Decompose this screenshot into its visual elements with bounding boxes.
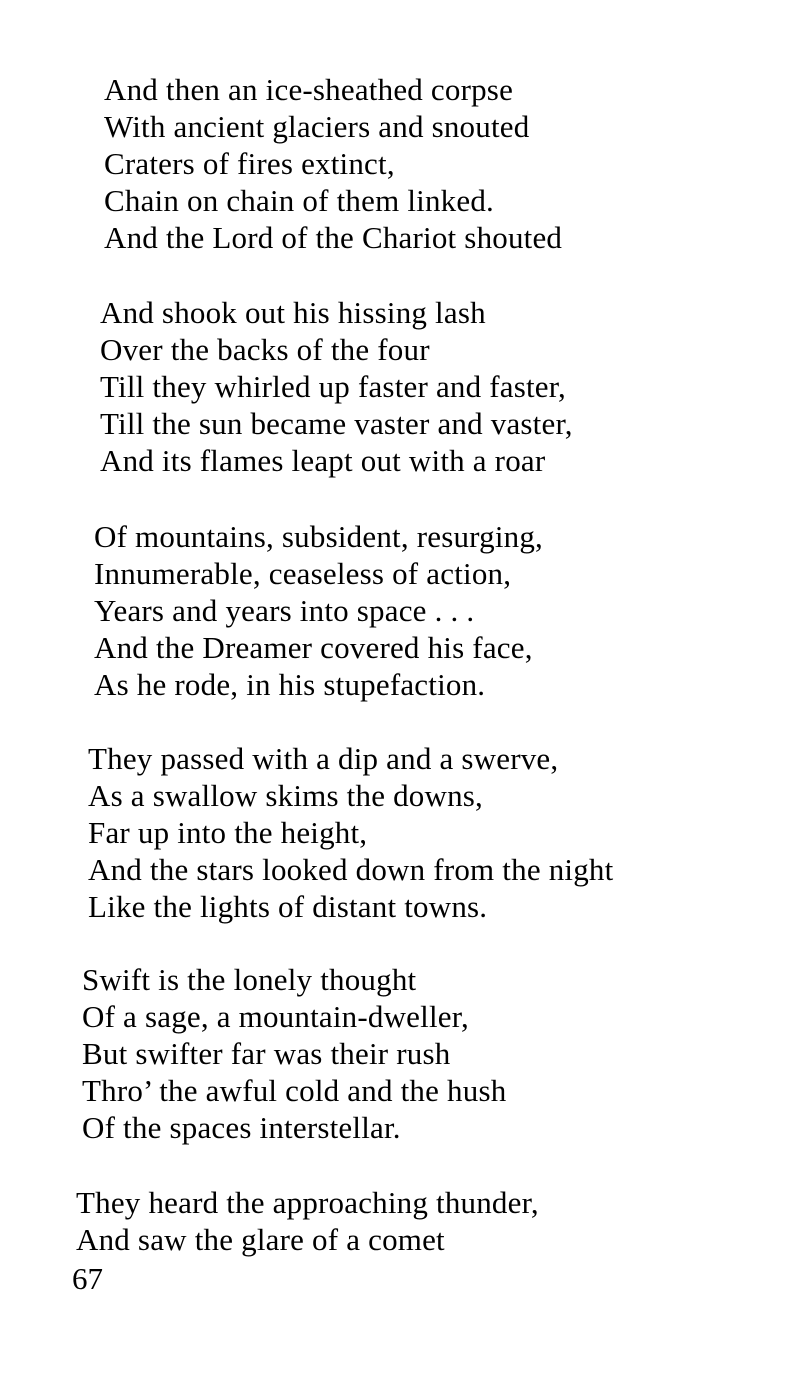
poem-line: As he rode, in his stupefaction. [94,667,486,702]
poem-line: As a swallow skims the downs, [88,778,484,813]
poem-line: Of a sage, a mountain-dweller, [82,999,469,1034]
poem-line: Till they whirled up faster and faster, [100,369,567,404]
poem-line: They heard the approaching thunder, [76,1185,539,1220]
poem-line: Over the backs of the four [100,332,430,367]
poem-line: Of mountains, subsident, resurging, [94,519,544,554]
poem-line: They passed with a dip and a swerve, [88,741,559,776]
poem-line: Till the sun became vaster and vaster, [100,406,573,441]
stanza-5 [82,961,506,1146]
poem-line: Far up into the height, [88,815,368,850]
poem-line: And the Lord of the Chariot shouted [104,220,563,255]
page-number: 67 [72,1261,103,1296]
stanza-6 [76,1184,539,1258]
poem-line: Like the lights of distant towns. [88,889,488,924]
poem-line: Years and years into space . . . [94,593,475,628]
stanza-3 [94,518,543,703]
poem-line: Thro’ the awful cold and the hush [82,1073,507,1108]
poem-line: Swift is the lonely thought [82,962,417,997]
poem-line: With ancient glaciers and snouted [104,109,530,144]
stanza-4 [88,740,613,925]
poem-line: And then an ice-sheathed corpse [104,72,514,107]
poem-line: Craters of fires extinct, [104,146,395,181]
poem-line: But swifter far was their rush [82,1036,451,1071]
stanza-2 [100,294,573,479]
poem-line: And saw the glare of a comet [76,1222,445,1257]
poem-line: Chain on chain of them linked. [104,183,494,218]
poem-line: And the stars looked down from the night [88,852,614,887]
poem-line: And its flames leapt out with a roar [100,443,546,478]
poem-line: Of the spaces interstellar. [82,1110,401,1145]
poem-line: Innumerable, ceaseless of action, [94,556,512,591]
poem-line: And shook out his hissing lash [100,295,486,330]
poem-line: And the Dreamer covered his face, [94,630,533,665]
stanza-1 [104,71,562,256]
